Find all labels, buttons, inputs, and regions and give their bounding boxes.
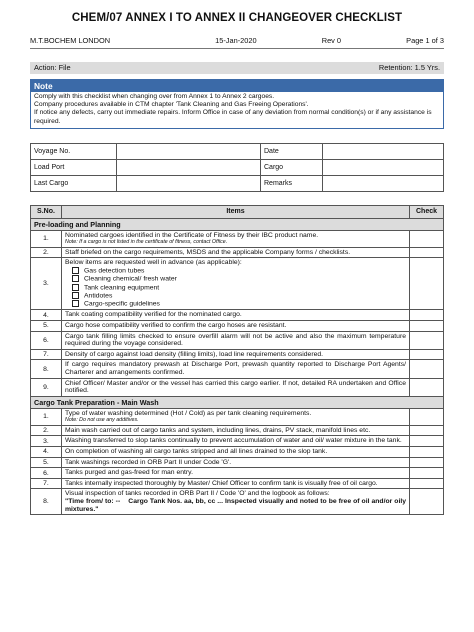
item-number: 6. bbox=[31, 468, 62, 479]
note-box bbox=[30, 79, 444, 129]
item-number: 8. bbox=[31, 360, 62, 378]
date-field[interactable] bbox=[323, 143, 444, 159]
item-text: Washing transferred to slop tanks continually to prevent accumulation of water and oil/ water mixture in the tank. bbox=[62, 436, 410, 447]
check-cell[interactable] bbox=[410, 258, 444, 310]
list-item bbox=[65, 284, 406, 292]
item-text: Tank coating compatibility verified for the nominated cargo. bbox=[62, 310, 410, 321]
item-number: 6. bbox=[31, 331, 62, 349]
voyage-no-field[interactable] bbox=[117, 143, 261, 159]
remarks-label: Remarks bbox=[261, 175, 323, 191]
item-text: Chief Officer/ Master and/or or the vessel has carried this cargo earlier. If not, detailed RA undertaken and Office notified. bbox=[62, 378, 410, 396]
item-main-text: Nominated cargoes identified in the Certificate of Fitness by their IBC product name. bbox=[65, 231, 319, 239]
check-cell[interactable] bbox=[410, 310, 444, 321]
note-line: Company procedures available in CTM chapter 'Tank Cleaning and Gas Freeing Operations'. bbox=[34, 101, 309, 109]
item-number: 7. bbox=[31, 349, 62, 360]
table-row bbox=[31, 457, 444, 468]
table-row bbox=[31, 230, 444, 247]
table-row bbox=[31, 258, 444, 310]
item-number: 2. bbox=[31, 425, 62, 436]
check-cell[interactable] bbox=[410, 247, 444, 258]
item-text: Tanks internally inspected thoroughly by Master/ Chief Officer to confirm tank is visually free of oil cargo. bbox=[62, 478, 410, 489]
item-text: Cargo tank filling limits checked to ensure overfill alarm will not be active and also the maximum temperature required during the voyage considered. bbox=[62, 331, 410, 349]
table-row bbox=[31, 408, 444, 425]
retention-label: Retention: 1.5 Yrs. bbox=[378, 63, 440, 72]
check-cell[interactable] bbox=[410, 349, 444, 360]
check-cell[interactable] bbox=[410, 436, 444, 447]
document-meta bbox=[30, 35, 444, 49]
check-cell[interactable] bbox=[410, 230, 444, 247]
table-row bbox=[31, 489, 444, 515]
last-cargo-label: Last Cargo bbox=[31, 175, 117, 191]
note-line: Comply with this checklist when changing over from Annex 1 to Annex 2 cargoes. bbox=[34, 93, 275, 100]
page-number: Page 1 of 3 bbox=[406, 36, 444, 45]
check-cell[interactable] bbox=[410, 408, 444, 425]
company-name: M.T.BOCHEM LONDON bbox=[30, 36, 111, 45]
item-number: 4. bbox=[31, 447, 62, 458]
item-text: Tank washings recorded in ORB Part II under Code 'G'. bbox=[62, 457, 410, 468]
table-row bbox=[31, 425, 444, 436]
table-row bbox=[31, 447, 444, 458]
item-text: On completion of washing all cargo tanks stripped and all lines drained to the slop tank. bbox=[62, 447, 410, 458]
table-row bbox=[31, 360, 444, 378]
item-text: Density of cargo against load density (filling limits), load line requirements considered. bbox=[62, 349, 410, 360]
quote-time: "Time from/ to: -- bbox=[65, 497, 121, 505]
remarks-field[interactable] bbox=[323, 175, 444, 191]
list-item-label: Cargo-specific guidelines bbox=[84, 300, 160, 308]
list-item-label: Tank cleaning equipment bbox=[84, 283, 160, 291]
item-number: 3. bbox=[31, 258, 62, 310]
checkbox-icon[interactable] bbox=[72, 300, 79, 307]
last-cargo-field[interactable] bbox=[117, 175, 261, 191]
list-item bbox=[65, 267, 406, 275]
item-number: 8. bbox=[31, 489, 62, 515]
check-cell[interactable] bbox=[410, 331, 444, 349]
item-number: 1. bbox=[31, 408, 62, 425]
table-row bbox=[31, 321, 444, 332]
list-item-label: Cleaning chemical/ fresh water bbox=[84, 275, 177, 283]
item-text: If cargo requires mandatory prewash at Discharge Port, prewash quantity reported to Discharge Port Agents/ Charterer and arrangements confirmed. bbox=[62, 360, 410, 378]
action-label: Action: File bbox=[34, 63, 71, 72]
check-cell[interactable] bbox=[410, 425, 444, 436]
checkbox-icon[interactable] bbox=[72, 284, 79, 291]
check-cell[interactable] bbox=[410, 321, 444, 332]
load-port-field[interactable] bbox=[117, 159, 261, 175]
table-row bbox=[31, 468, 444, 479]
check-cell[interactable] bbox=[410, 489, 444, 515]
item-number: 5. bbox=[31, 457, 62, 468]
checkbox-icon[interactable] bbox=[72, 267, 79, 274]
col-header-items: Items bbox=[62, 205, 410, 218]
table-row bbox=[31, 349, 444, 360]
item-quote bbox=[65, 498, 406, 513]
check-cell[interactable] bbox=[410, 457, 444, 468]
item-text: Cargo hose compatibility verified to confirm the cargo hoses are resistant. bbox=[62, 321, 410, 332]
table-row bbox=[31, 310, 444, 321]
checkbox-icon[interactable] bbox=[72, 275, 79, 282]
item-number: 4. bbox=[31, 310, 62, 321]
item-text bbox=[62, 489, 410, 515]
action-retention-bar bbox=[30, 62, 444, 74]
list-item bbox=[65, 300, 406, 308]
item-number: 9. bbox=[31, 378, 62, 396]
list-item-label: Gas detection tubes bbox=[84, 267, 145, 275]
load-port-label: Load Port bbox=[31, 159, 117, 175]
section-heading-preloading: Pre-loading and Planning bbox=[31, 218, 444, 230]
revision-label: Rev 0 bbox=[321, 36, 342, 45]
check-cell[interactable] bbox=[410, 378, 444, 396]
table-row bbox=[31, 436, 444, 447]
item-number: 5. bbox=[31, 321, 62, 332]
note-heading: Note bbox=[31, 80, 443, 92]
note-line: If notice any defects, carry out immediate repairs. Inform Office in case of any deviation from normal condition(s) or if any assistance is required. bbox=[34, 109, 432, 125]
item-note: Note: Do not use any additives. bbox=[65, 417, 139, 424]
table-row bbox=[31, 478, 444, 489]
date-label: Date bbox=[261, 143, 323, 159]
check-cell[interactable] bbox=[410, 447, 444, 458]
check-cell[interactable] bbox=[410, 360, 444, 378]
item-text: Main wash carried out of cargo tanks and system, including lines, drains, PV stack, manifold lines etc. bbox=[62, 425, 410, 436]
item-text bbox=[62, 230, 410, 247]
checklist-table bbox=[30, 205, 444, 515]
section-heading-main-wash: Cargo Tank Preparation - Main Wash bbox=[31, 396, 444, 408]
table-row bbox=[31, 331, 444, 349]
voyage-details-table bbox=[30, 143, 444, 192]
request-list bbox=[65, 267, 406, 308]
item-main-text: Visual inspection of tanks recorded in ORB Part II / Code 'O' and the logbook as follows: bbox=[65, 490, 330, 498]
checkbox-icon[interactable] bbox=[72, 292, 79, 299]
check-cell[interactable] bbox=[410, 468, 444, 479]
item-note: Note: If a cargo is not listed in the certificate of fitness, contact Office. bbox=[65, 239, 228, 246]
item-number: 7. bbox=[31, 478, 62, 489]
item-text: Tanks purged and gas-freed for man entry. bbox=[62, 468, 410, 479]
note-body bbox=[31, 92, 443, 128]
item-text bbox=[62, 258, 410, 310]
list-item-label: Antidotes bbox=[84, 292, 113, 300]
list-item bbox=[65, 292, 406, 300]
cargo-label: Cargo bbox=[261, 159, 323, 175]
col-header-check: Check bbox=[410, 205, 444, 218]
item-number: 1. bbox=[31, 230, 62, 247]
quote-text: Cargo Tank Nos. aa, bb, cc ... Inspected visually and noted to be free of oil and/or oily mixtures." bbox=[65, 497, 406, 513]
item-number: 3. bbox=[31, 436, 62, 447]
table-row bbox=[31, 378, 444, 396]
document-title: CHEM/07 ANNEX I TO ANNEX II CHANGEOVER CHECKLIST bbox=[71, 12, 403, 24]
list-item bbox=[65, 275, 406, 283]
table-row bbox=[31, 247, 444, 258]
item-main-text: Type of water washing determined (Hot / Cold) as per tank cleaning requirements. bbox=[65, 409, 312, 417]
check-cell[interactable] bbox=[410, 478, 444, 489]
item-main-text: Below items are requested well in advance (as applicable): bbox=[65, 259, 242, 267]
item-number: 2. bbox=[31, 247, 62, 258]
cargo-field[interactable] bbox=[323, 159, 444, 175]
checklist-page bbox=[30, 10, 444, 515]
voyage-no-label: Voyage No. bbox=[31, 143, 117, 159]
col-header-sno: S.No. bbox=[31, 205, 62, 218]
item-text bbox=[62, 408, 410, 425]
item-text: Staff briefed on the cargo requirements, MSDS and the applicable Company forms / checklists. bbox=[62, 247, 410, 258]
document-date: 15-Jan-2020 bbox=[215, 36, 257, 45]
